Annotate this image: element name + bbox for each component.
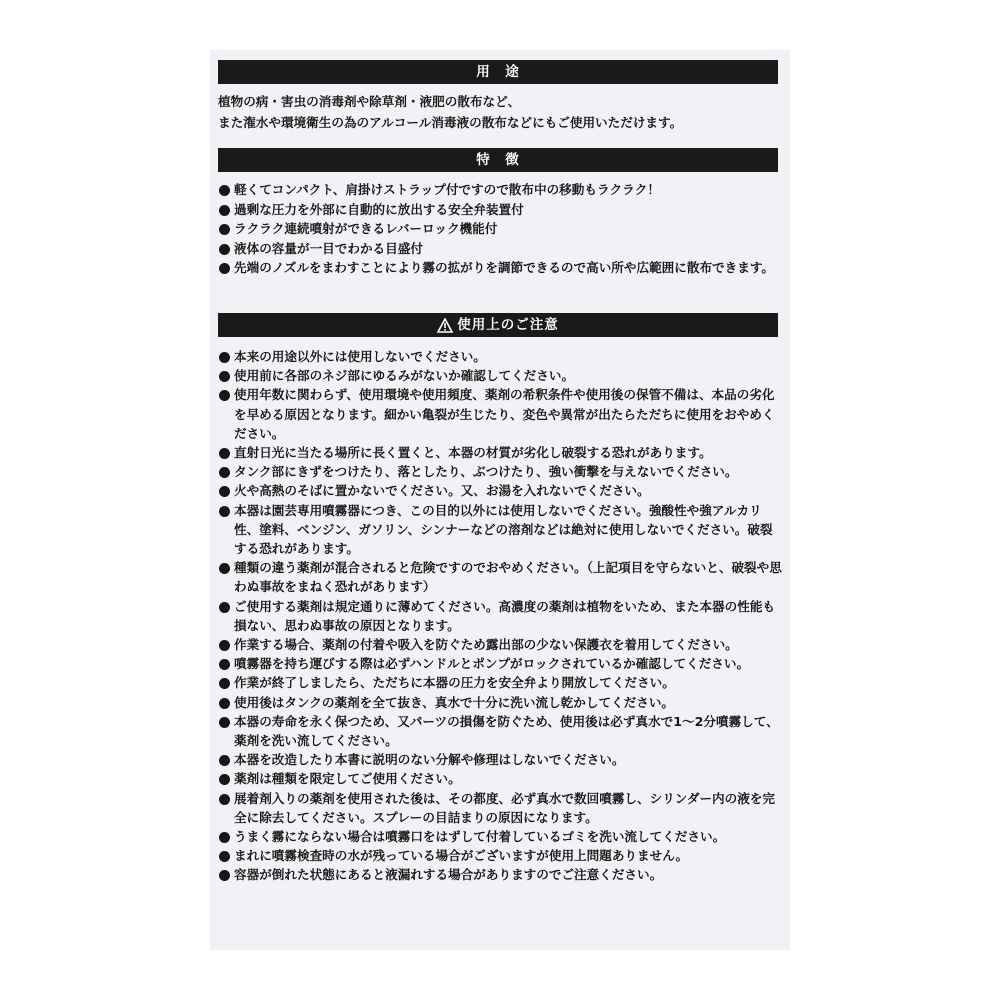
bullet-icon	[219, 205, 230, 216]
usage-line-2: また潅水や環境衛生の為のアルコール消毒液の散布などにもご使用いただけます。	[218, 114, 683, 130]
warning-triangle-icon	[437, 318, 453, 333]
bullet-icon	[219, 794, 230, 805]
bullet-icon	[219, 755, 230, 766]
list-item: 噴霧器を持ち運びする際は必ずハンドルとポンプがロックされているか確認してください。	[218, 654, 784, 673]
bullet-icon	[219, 563, 230, 574]
list-item: 液体の容量が一目でわかる目盛付	[218, 239, 784, 259]
bullet-icon	[219, 448, 230, 459]
list-item: 使用前に各部のネジ部にゆるみがないか確認してください。	[218, 366, 784, 385]
list-item: 作業する場合、薬剤の付着や吸入を防ぐため露出部の少ない保護衣を着用してください。	[218, 635, 784, 654]
list-item: 過剰な圧力を外部に自動的に放出する安全弁装置付	[218, 200, 784, 220]
bullet-icon	[219, 371, 230, 382]
usage-heading-band	[218, 60, 778, 84]
bullet-icon	[219, 390, 230, 401]
list-item: タンク部にきずをつけたり、落としたり、ぶつけたり、強い衝撃を与えないでください。	[218, 462, 784, 481]
bullet-icon	[219, 224, 230, 235]
cautions-heading: 使用上のご注意	[457, 317, 559, 333]
list-item: ラクラク連続噴射ができるレバーロック機能付	[218, 219, 784, 239]
list-item: 軽くてコンパクト、肩掛けストラップ付ですので散布中の移動もラクラク！	[218, 180, 784, 200]
bullet-icon	[219, 698, 230, 709]
usage-text	[218, 92, 784, 133]
list-item: 使用年数に関わらず、使用環境や使用頻度、薬剤の希釈条件や使用後の保管不備は、本品の劣化を早める原因となります。細かい亀裂が生じたり、変色や異常が出たらただちに使用をおやめください。	[218, 385, 784, 443]
bullet-icon	[219, 832, 230, 843]
features-list	[218, 180, 784, 278]
list-item: 本来の用途以外には使用しないでください。	[218, 347, 784, 366]
bullet-icon	[219, 352, 230, 363]
list-item: 作業が終了しましたら、ただちに本器の圧力を安全弁より開放してください。	[218, 673, 784, 692]
bullet-icon	[219, 870, 230, 881]
bullet-icon	[219, 244, 230, 255]
list-item: まれに噴霧検査時の水が残っている場合がございますが使用上問題ありません。	[218, 846, 784, 865]
list-item: 本器の寿命を永く保つため、又パーツの損傷を防ぐため、使用後は必ず真水で1～2分噴霧して、薬剤を洗い流してください。	[218, 712, 784, 750]
bullet-icon	[219, 717, 230, 728]
bullet-icon	[219, 185, 230, 196]
features-heading-band	[218, 148, 778, 172]
list-item: 直射日光に当たる場所に長く置くと、本器の材質が劣化し破裂する恐れがあります。	[218, 443, 784, 462]
list-item: 容器が倒れた状態にあると液漏れする場合がありますのでご注意ください。	[218, 865, 784, 884]
instruction-card	[210, 50, 790, 950]
list-item: 本器は園芸専用噴霧器につき、この目的以外には使用しないでください。強酸性や強アルカリ性、塗料、ベンジン、ガソリン、シンナーなどの溶剤などは絶対に使用しないでください。破裂する恐れがあります。	[218, 501, 784, 559]
list-item: 薬剤は種類を限定してご使用ください。	[218, 769, 784, 788]
list-item: 使用後はタンクの薬剤を全て抜き、真水で十分に洗い流し乾かしてください。	[218, 693, 784, 712]
bullet-icon	[219, 602, 230, 613]
bullet-icon	[219, 506, 230, 517]
cautions-heading-band	[218, 313, 778, 337]
usage-line-1: 植物の病・害虫の消毒剤や除草剤・液肥の散布など、	[218, 94, 521, 109]
bullet-icon	[219, 659, 230, 670]
list-item: 火や高熱のそばに置かないでください。又、お湯を入れないでください。	[218, 481, 784, 500]
usage-heading: 用 途	[476, 64, 520, 80]
bullet-icon	[219, 640, 230, 651]
bullet-icon	[219, 263, 230, 274]
list-item: 展着剤入りの薬剤を使用された後は、その都度、必ず真水で数回噴霧し、シリンダー内の液を完全に除去してください。スプレーの目詰まりの原因になります。	[218, 789, 784, 827]
cautions-list	[218, 347, 784, 885]
bullet-icon	[219, 486, 230, 497]
list-item: 種類の違う薬剤が混合されると危険ですのでおやめください。（上記項目を守らないと、破裂や思わぬ事故をまねく恐れがあります）	[218, 558, 784, 596]
bullet-icon	[219, 678, 230, 689]
list-item: うまく霧にならない場合は噴霧口をはずして付着しているゴミを洗い流してください。	[218, 827, 784, 846]
features-heading: 特 徴	[476, 152, 520, 168]
list-item: 先端のノズルをまわすことにより霧の拡がりを調節できるので高い所や広範囲に散布できます。	[218, 258, 784, 278]
bullet-icon	[219, 774, 230, 785]
list-item: 本器を改造したり本書に説明のない分解や修理はしないでください。	[218, 750, 784, 769]
bullet-icon	[219, 851, 230, 862]
bullet-icon	[219, 467, 230, 478]
list-item: ご使用する薬剤は規定通りに薄めてください。高濃度の薬剤は植物をいため、また本器の性能も損ない、思わぬ事故の原因となります。	[218, 597, 784, 635]
